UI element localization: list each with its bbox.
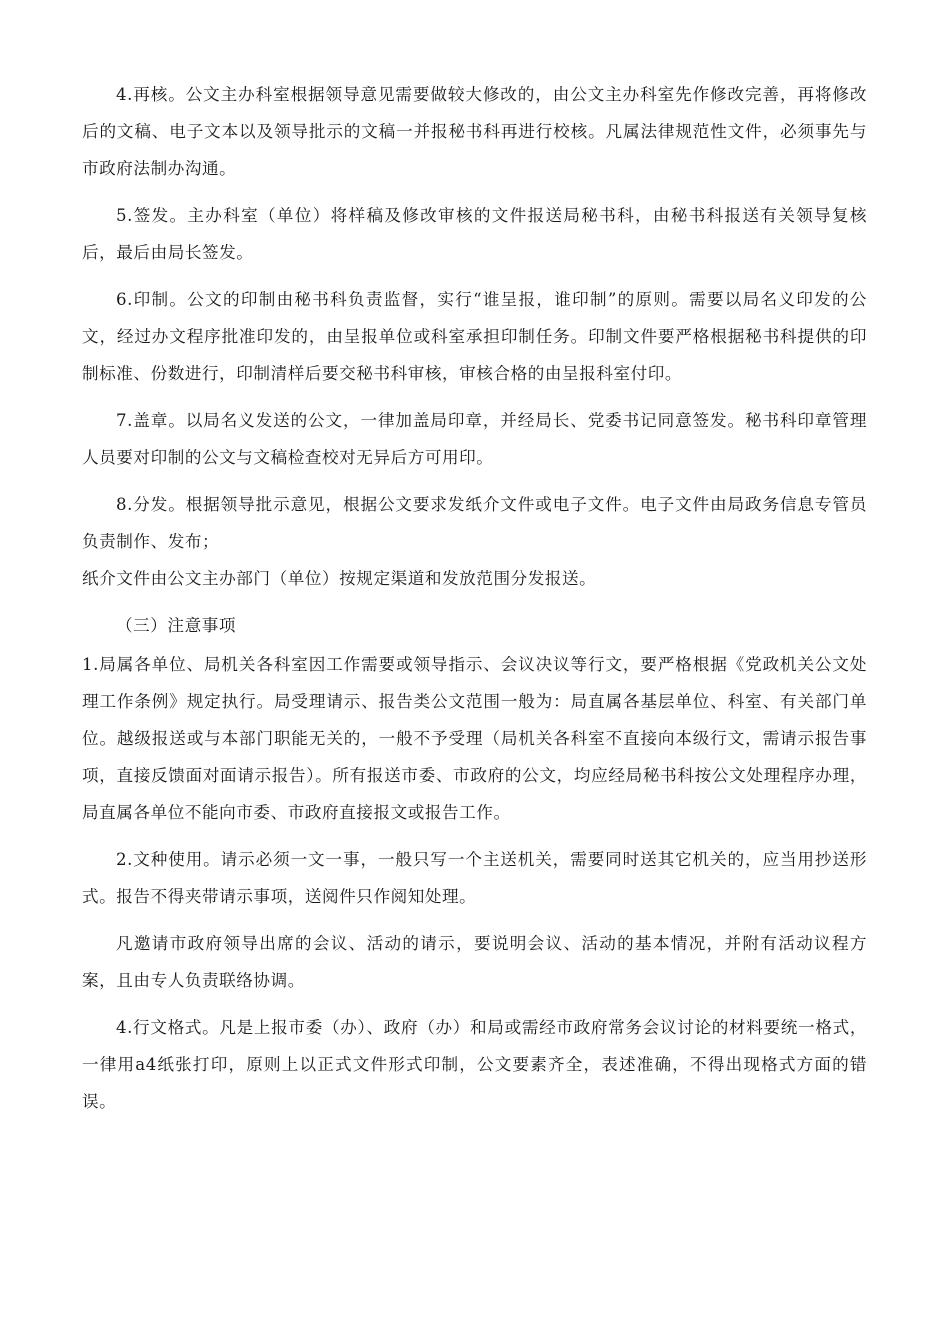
paragraph-recheck: 4.再核。公文主办科室根据领导意见需要做较大修改的，由公文主办科室先作修改完善，再将修改后的文稿、电子文本以及领导批示的文稿一并报秘书科再进行校核。凡属法律规范性文件，必须事先与市政府法制办沟通。 [82,85,867,178]
paragraph-sign-off: 5.签发。主办科室（单位）将样稿及修改审核的文件报送局秘书科，由秘书科报送有关领导复核后，最后由局长签发。 [82,206,867,262]
paragraph-note-2: 2.文种使用。请示必须一文一事，一般只写一个主送机关，需要同时送其它机关的，应当用抄送形式。报告不得夹带请示事项，送阅件只作阅知处理。 [82,850,867,906]
paragraph-distribution: 8.分发。根据领导批示意见，根据公文要求发纸介文件或电子文件。电子文件由局政务信息专管员负责制作、发布； [82,495,867,551]
section-heading-notes: （三）注意事项 [116,616,237,635]
paragraph-format: 4.行文格式。凡是上报市委（办）、政府（办）和局或需经市政府常务会议讨论的材料要统一格式，一律用a4纸张打印，原则上以正式文件形式印制，公文要素齐全，表述准确，不得出现格式方面的错误。 [82,1018,867,1111]
paragraph-stamping: 7.盖章。以局名义发送的公文，一律加盖局印章，并经局长、党委书记同意签发。秘书科印章管理人员要对印制的公文与文稿检查校对无异后方可用印。 [82,411,867,467]
document-body [82,76,867,1120]
paragraph-printing: 6.印制。公文的印制由秘书科负责监督，实行“谁呈报，谁印制”的原则。需要以局名义印发的公文，经过办文程序批准印发的，由呈报单位或科室承担印制任务。印制文件要严格根据秘书科提供的印制标准、份数进行，印制清样后要交秘书科审核，审核合格的由呈报科室付印。 [82,290,867,383]
paragraph-note-1: 1.局属各单位、局机关各科室因工作需要或领导指示、会议决议等行文，要严格根据《党政机关公文处理工作条例》规定执行。局受理请示、报告类公文范围一般为：局直属各基层单位、科室、有关部门单位。越级报送或与本部门职能无关的，一般不予受理（局机关各科室不直接向本级行文，需请示报告事项，直接反馈面对面请示报告）。所有报送市委、市政府的公文，均应经局秘书科按公文处理程序办理，局直属各单位不能向市委、市政府直接报文或报告工作。 [82,655,867,822]
paragraph-paper-distribution: 纸介文件由公文主办部门（单位）按规定渠道和发放范围分发报送。 [82,569,597,588]
paragraph-invitation: 凡邀请市政府领导出席的会议、活动的请示，要说明会议、活动的基本情况，并附有活动议程方案，且由专人负责联络协调。 [82,934,867,990]
